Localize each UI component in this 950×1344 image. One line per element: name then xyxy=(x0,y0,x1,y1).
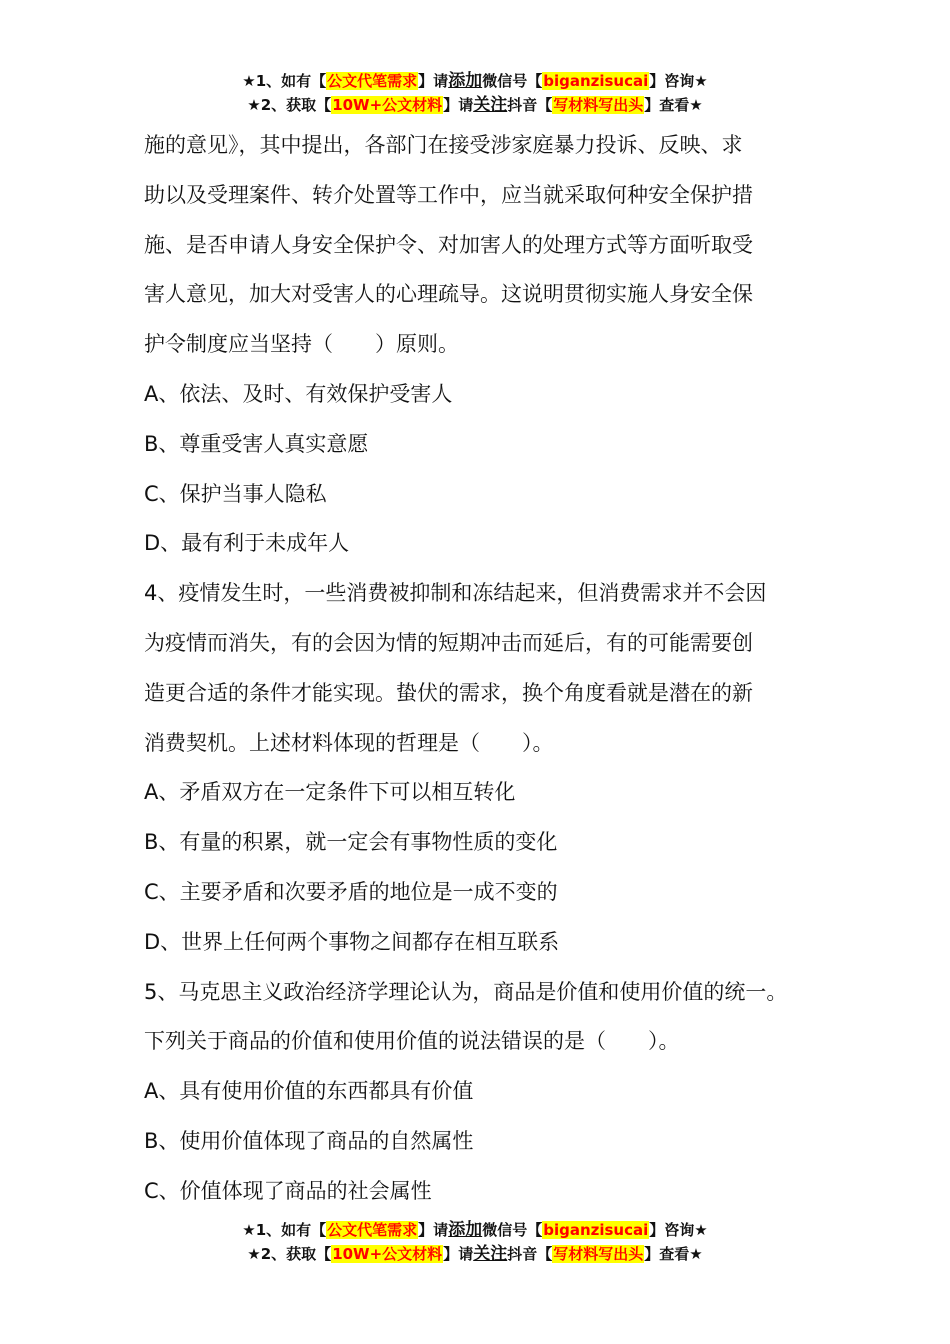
body-line: 助以及受理案件、转介处置等工作中，应当就采取何种安全保护措 xyxy=(144,182,753,207)
footer-line-2-prefix: ★2、获取【 xyxy=(247,1245,332,1263)
footer-line-2-text: 】请 xyxy=(443,1245,474,1263)
header-line-2-text: 】请 xyxy=(443,96,474,114)
footer-line-1-highlight-service: 公文代笔需求 xyxy=(327,1221,418,1239)
header-line-1-suffix: 】咨询★ xyxy=(649,72,708,90)
option-b: B、尊重受害人真实意愿 xyxy=(144,431,369,456)
header-line-2-douyin-label: 抖音【 xyxy=(507,96,553,114)
question-4: 4、疫情发生时，一些消费被抑制和冻结起来，但消费需求并不会因 xyxy=(144,581,767,606)
document-body xyxy=(144,121,834,1217)
footer-line-1-prefix: ★1、如有【 xyxy=(242,1221,327,1239)
header-line-1-prefix: ★1、如有【 xyxy=(242,72,327,90)
header-line-2-suffix: 】查看★ xyxy=(644,96,703,114)
option-c: C、保护当事人隐私 xyxy=(144,481,327,506)
header-line-2-prefix: ★2、获取【 xyxy=(247,96,332,114)
body-line: 害人意见，加大对受害人的心理疏导。这说明贯彻实施人身安全保 xyxy=(144,282,753,307)
body-line: 施的意见》，其中提出，各部门在接受涉家庭暴力投诉、反映、求 xyxy=(144,133,743,157)
header-banner xyxy=(0,69,950,117)
footer-line-1-wechat-label: 微信号【 xyxy=(482,1221,543,1239)
header-line-2-highlight-douyin: 写材料写出头 xyxy=(553,96,644,114)
footer-line-1 xyxy=(0,1218,950,1242)
option-a: A、依法、及时、有效保护受害人 xyxy=(144,381,453,406)
footer-line-2-douyin-label: 抖音【 xyxy=(507,1245,553,1263)
header-line-2 xyxy=(0,93,950,117)
footer-line-2-suffix: 】查看★ xyxy=(644,1245,703,1263)
header-line-1-text: 】请 xyxy=(418,72,449,90)
option-b: B、有量的积累，就一定会有事物性质的变化 xyxy=(144,830,558,855)
header-line-1-highlight-service: 公文代笔需求 xyxy=(327,72,418,90)
option-a: A、具有使用价值的东西都具有价值 xyxy=(144,1079,474,1104)
footer-line-2-emphasis: 关注 xyxy=(473,1244,508,1264)
option-c: C、价值体现了商品的社会属性 xyxy=(144,1178,432,1203)
body-line: 造更合适的条件才能实现。蛰伏的需求，换个角度看就是潜在的新 xyxy=(144,680,753,705)
header-line-2-highlight-materials: 10W+公文材料 xyxy=(332,96,443,114)
header-line-1-emphasis: 添加 xyxy=(448,71,483,91)
option-a: A、矛盾双方在一定条件下可以相互转化 xyxy=(144,780,516,805)
body-line: 消费契机。上述材料体现的哲理是（ ）。 xyxy=(144,730,554,755)
header-line-1-wechat-label: 微信号【 xyxy=(482,72,543,90)
footer-banner xyxy=(0,1218,950,1266)
footer-line-1-emphasis: 添加 xyxy=(448,1220,483,1240)
footer-line-2 xyxy=(0,1242,950,1266)
footer-line-1-text: 】请 xyxy=(418,1221,449,1239)
body-line: 施、是否申请人身安全保护令、对加害人的处理方式等方面听取受 xyxy=(144,232,753,257)
option-c: C、主要矛盾和次要矛盾的地位是一成不变的 xyxy=(144,879,558,904)
option-d: D、世界上任何两个事物之间都存在相互联系 xyxy=(144,929,560,954)
footer-line-2-highlight-douyin: 写材料写出头 xyxy=(553,1245,644,1263)
footer-line-2-highlight-materials: 10W+公文材料 xyxy=(332,1245,443,1263)
body-line: 为疫情而消失，有的会因为情的短期冲击而延后，有的可能需要创 xyxy=(144,630,753,655)
header-line-1-highlight-wechat: biganzisucai xyxy=(543,72,649,90)
footer-line-1-suffix: 】咨询★ xyxy=(649,1221,708,1239)
body-line: 护令制度应当坚持（ ）原则。 xyxy=(144,332,459,357)
option-d: D、最有利于未成年人 xyxy=(144,531,350,556)
footer-line-1-highlight-wechat: biganzisucai xyxy=(543,1221,649,1239)
header-line-2-emphasis: 关注 xyxy=(473,95,508,115)
question-5: 5、马克思主义政治经济学理论认为，商品是价值和使用价值的统一。 xyxy=(144,979,788,1004)
header-line-1 xyxy=(0,69,950,93)
option-b: B、使用价值体现了商品的自然属性 xyxy=(144,1128,474,1153)
body-line: 下列关于商品的价值和使用价值的说法错误的是（ ）。 xyxy=(144,1029,680,1054)
